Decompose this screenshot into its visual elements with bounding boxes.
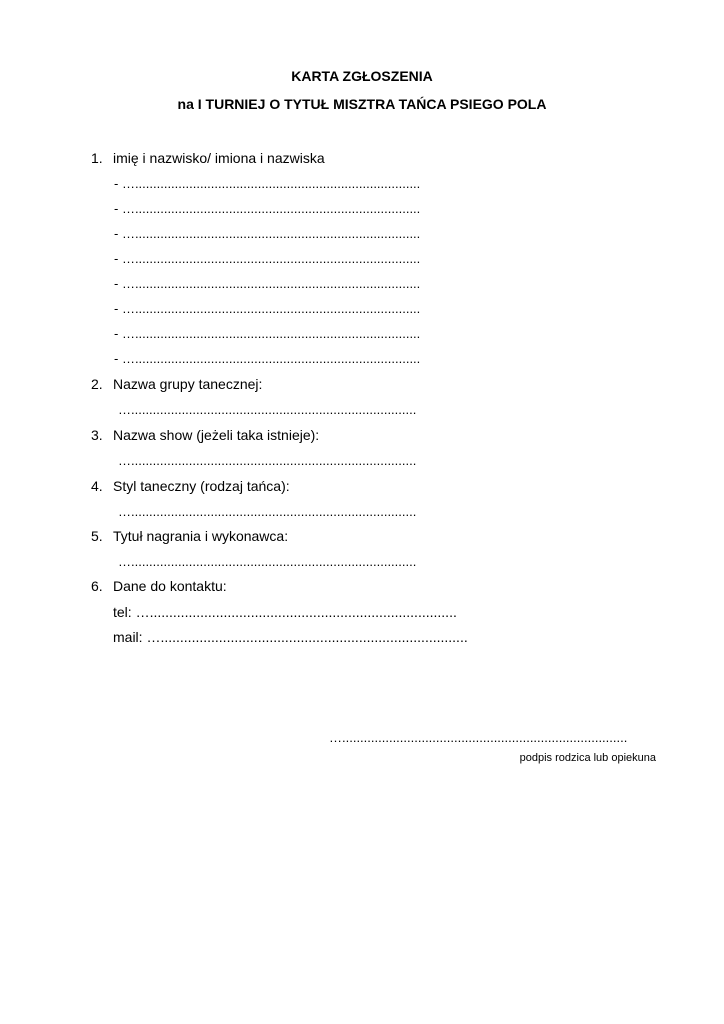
dance-style-line[interactable]: …...............................................................................	[118, 504, 417, 519]
name-line-3[interactable]: - …...............................................................................	[114, 226, 421, 241]
signature-label: podpis rodzica lub opiekuna	[519, 752, 656, 764]
name-line-5[interactable]: - …...............................................................................	[114, 276, 421, 291]
name-line-4[interactable]: - …...............................................................................	[114, 251, 421, 266]
section-5-label: Tytuł nagrania i wykonawca:	[113, 528, 289, 544]
section-4-number: 4.	[91, 478, 103, 494]
dance-group-line[interactable]: …...............................................................................	[118, 402, 417, 417]
show-name-line[interactable]: …...............................................................................	[118, 453, 417, 468]
name-line-7[interactable]: - …...............................................................................	[114, 326, 421, 341]
section-2-number: 2.	[91, 376, 103, 392]
tel-line[interactable]: tel: …...............................................................................	[113, 604, 457, 620]
section-1-label: imię i nazwisko/ imiona i nazwiska	[113, 150, 325, 166]
section-6-number: 6.	[91, 578, 103, 594]
mail-line[interactable]: mail: …...............................................................................	[113, 629, 468, 645]
name-line-6[interactable]: - …...............................................................................	[114, 301, 421, 316]
recording-title-line[interactable]: …...............................................................................	[118, 554, 417, 569]
section-2-label: Nazwa grupy tanecznej:	[113, 376, 263, 392]
name-line-8[interactable]: - …...............................................................................	[114, 351, 421, 366]
section-3-number: 3.	[91, 427, 103, 443]
form-subtitle: na I TURNIEJ O TYTUŁ MISZTRA TAŃCA PSIEGO POLA	[177, 96, 547, 112]
name-line-1[interactable]: - …...............................................................................	[114, 176, 421, 191]
section-1-number: 1.	[91, 150, 103, 166]
section-4-label: Styl taneczny (rodzaj tańca):	[113, 478, 290, 494]
signature-line[interactable]: …...............................................................................	[329, 730, 628, 745]
section-5-number: 5.	[91, 528, 103, 544]
form-title: KARTA ZGŁOSZENIA	[291, 68, 433, 84]
name-line-2[interactable]: - …...............................................................................	[114, 201, 421, 216]
section-6-label: Dane do kontaktu:	[113, 578, 227, 594]
section-3-label: Nazwa show (jeżeli taka istnieje):	[113, 427, 320, 443]
